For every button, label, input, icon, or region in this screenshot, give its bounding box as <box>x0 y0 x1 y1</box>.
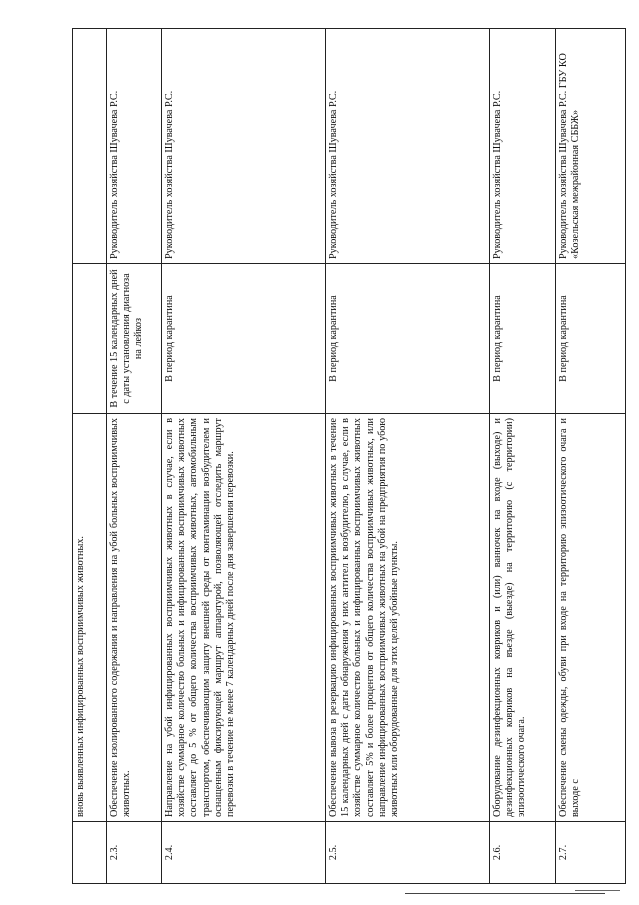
row-number: 2.7. <box>556 822 626 884</box>
responsible-cell: Руководитель хозяйства Шувачева Р.С. <box>490 29 556 264</box>
term-cell: В период карантина <box>556 264 626 414</box>
action-cell: Обеспечение изолированного содержания и направления на убой больных восприимчивых животных. <box>107 414 162 822</box>
term-cell: В период карантина <box>326 264 490 414</box>
table-row <box>107 29 162 884</box>
action-cell: Обеспечение смены одежды, обуви при входе на территорию эпизоотического очага и выходе с <box>556 414 626 822</box>
responsible-cell: Руководитель хозяйства Шувачева Р.С. ГБУ КО «Козельская межрайонная СББЖ» <box>556 29 626 264</box>
row-number <box>73 822 107 884</box>
term-cell: В период карантина <box>490 264 556 414</box>
table-row <box>326 29 490 884</box>
term-cell <box>73 264 107 414</box>
term-cell: В течение 15 календарных дней с даты установления диагноза на лейкоз <box>107 264 162 414</box>
responsible-cell: Руководитель хозяйства Шувачева Р.С. <box>107 29 162 264</box>
responsible-cell <box>73 29 107 264</box>
responsible-cell: Руководитель хозяйства Шувачева Р.С. <box>326 29 490 264</box>
table-row <box>556 29 626 884</box>
row-number: 2.4. <box>162 822 326 884</box>
page-bottom-rule <box>575 890 620 891</box>
measures-table <box>72 28 626 884</box>
action-cell: Направление на убой инфицированных восприимчивых животных в случае, если в хозяйстве суммарное количество больных и инфицированных восприимчивых животных составляет до 5 % от общего количества восприимчивых животных, автомобильным транспортом, обеспечивающим защиту внешней среды от контаминации возбудителем и оснащенным фиксирующей маршрут аппаратурой, позволяющей отследить маршрут перевозки в течение не менее 7 календарных дней после дня завершения перевозки. <box>162 414 326 822</box>
row-number: 2.6. <box>490 822 556 884</box>
rotated-table-container <box>72 29 625 884</box>
responsible-cell: Руководитель хозяйства Шувачева Р.С. <box>162 29 326 264</box>
action-cell: Оборудование дезинфекционных ковриков и (или) ванночек на входе (выходе) и дезинфекционных ковриков на въезде (выезде) на территорию (с территории) эпизоотического очага. <box>490 414 556 822</box>
term-cell: В период карантина <box>162 264 326 414</box>
row-number: 2.5. <box>326 822 490 884</box>
action-cell: вновь выявленных инфицированных восприимчивых животных. <box>73 414 107 822</box>
table-row <box>73 29 107 884</box>
table-row <box>490 29 556 884</box>
table-row <box>162 29 326 884</box>
row-number: 2.3. <box>107 822 162 884</box>
action-cell: Обеспечение вывоза в резервацию инфицированных восприимчивых животных в течение 15 календарных дней с даты обнаружения у них антител к возбудителю, в случае, если в хозяйстве суммарное количество больных и инфицированных восприимчивых животных составляет 5% и более процентов от общего количества восприимчивых животных, или направление инфицированных восприимчивых животных на убой на предприятия по убою животных или оборудованные для этих целей убойные пункты. <box>326 414 490 822</box>
page-bottom-rule <box>405 893 605 894</box>
